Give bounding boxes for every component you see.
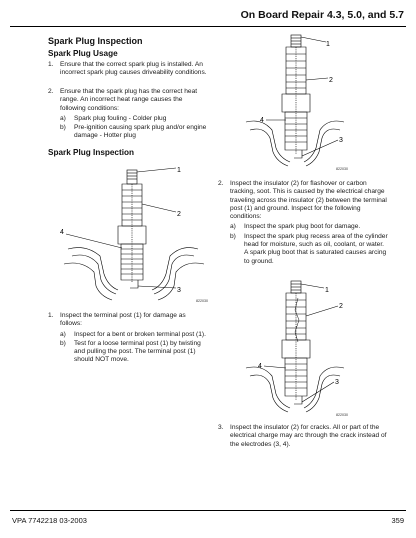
section-title: Spark Plug Inspection xyxy=(48,36,143,46)
callout-4: 4 xyxy=(258,363,262,370)
callout-1: 1 xyxy=(177,167,181,174)
callout-2: 2 xyxy=(177,211,181,218)
document-code: VPA 7742218 03-2003 xyxy=(12,516,87,525)
callout-3: 3 xyxy=(177,287,181,294)
callout-4: 4 xyxy=(60,229,64,236)
callout-3: 3 xyxy=(339,137,343,144)
usage-item-1 xyxy=(48,61,208,78)
callout-2: 2 xyxy=(339,303,343,310)
item-text: Ensure that the spark plug has the correct heat range. An incorrect heat range causes the following conditions: xyxy=(60,88,198,112)
sub-item: a) Spark plug fouling - Colder plug xyxy=(60,114,167,122)
item-number: 1. xyxy=(48,61,54,68)
usage-subtitle: Spark Plug Usage xyxy=(48,49,118,58)
usage-item-2 xyxy=(48,88,208,142)
inspection-item-2 xyxy=(218,180,388,267)
item-number: 2. xyxy=(48,88,54,95)
spark-plug-figure-b xyxy=(240,30,352,172)
sub-item: a) Inspect for a bent or broken terminal post (1). xyxy=(60,330,206,338)
footer-divider xyxy=(10,510,406,511)
figure-code: 822030 xyxy=(336,413,348,417)
item-number: 1. xyxy=(48,312,54,319)
item-text: Ensure that the correct spark plug is installed. An incorrect spark plug causes driveability conditions. xyxy=(60,61,207,77)
inspection-subtitle: Spark Plug Inspection xyxy=(48,148,134,157)
item-number: 2. xyxy=(218,180,224,187)
item-text: Inspect the insulator (2) for flashover or carbon tracking, soot. This is caused by the electrical charge traveling across the insulator (2) between the terminal post (1) and ground. Inspect for the following conditions: xyxy=(230,180,387,221)
sub-item: b) Test for a loose terminal post (1) by twisting and pulling the post. The terminal post (1) should NOT move. xyxy=(60,339,201,364)
figure-code: 822030 xyxy=(336,167,348,171)
callout-3: 3 xyxy=(335,379,339,386)
item-number: 3. xyxy=(218,424,224,431)
callout-1: 1 xyxy=(325,287,329,294)
sub-item: b) Inspect the spark plug recess area of the cylinder head for moisture, such as oil, coolant, or water. A spark plug boot that is saturated causes arcing to ground. xyxy=(230,232,388,265)
callout-1: 1 xyxy=(326,41,330,48)
figure-code: 822030 xyxy=(196,299,208,303)
callout-2: 2 xyxy=(329,77,333,84)
page-header-title: On Board Repair 4.3, 5.0, and 5.7 xyxy=(240,9,404,21)
spark-plug-figure-a xyxy=(58,164,214,304)
callout-4: 4 xyxy=(260,117,264,124)
inspection-item-1 xyxy=(48,312,206,366)
sub-item: a) Inspect the spark plug boot for damage. xyxy=(230,223,361,231)
spark-plug-figure-c xyxy=(240,276,352,418)
inspection-item-3 xyxy=(218,424,388,449)
page-number: 359 xyxy=(391,516,404,525)
item-text: Inspect the terminal post (1) for damage as follows: xyxy=(60,312,186,328)
sub-item: b) Pre-ignition causing spark plug and/or engine damage - Hotter plug xyxy=(60,124,207,140)
header-divider xyxy=(10,26,406,27)
item-text: Inspect the insulator (2) for cracks. All or part of the electrical charge may arc through the crack instead of the electrodes (3, 4). xyxy=(230,424,387,448)
